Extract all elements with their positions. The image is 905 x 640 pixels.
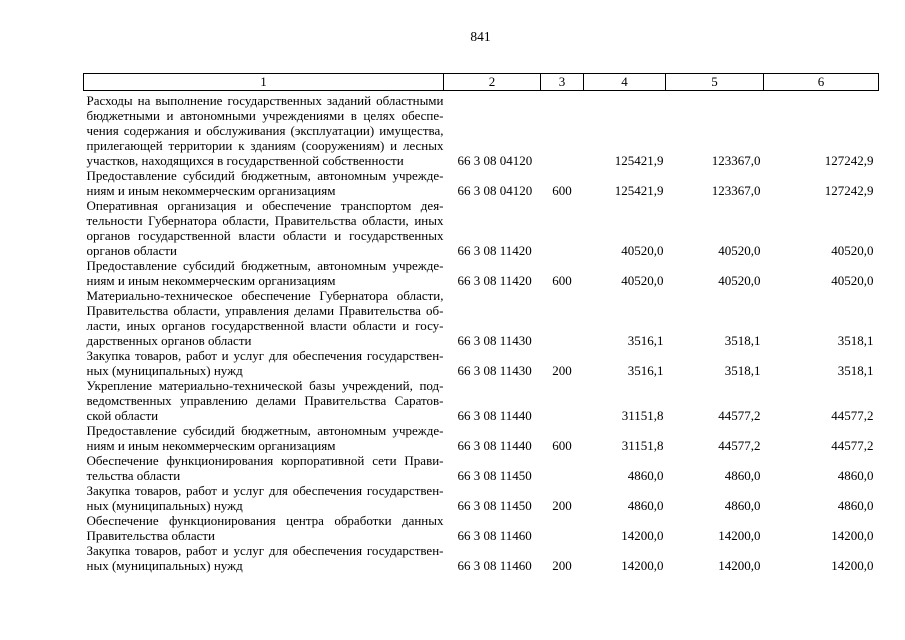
row-code: 66 3 08 11430	[457, 363, 532, 378]
row-title: Материально-техническое обеспечение Губернатора области, Правительства области, управления делами Правительства об- ласти, иных органов государственной власти области и госу- дарственных органов области	[86, 288, 444, 348]
row-amount-1: 125421,9	[614, 183, 664, 198]
row-amount-3: 4860,0	[837, 498, 874, 513]
table-row	[84, 483, 879, 513]
row-code: 66 3 08 04120	[457, 153, 533, 168]
row-expense-type	[541, 513, 584, 543]
row-amount-1: 4860,0	[627, 498, 664, 513]
row-amount-2: 44577,2	[718, 438, 761, 453]
row-amount-2: 4860,0	[724, 468, 761, 483]
row-amount-1: 3516,1	[627, 333, 664, 348]
row-title: Укрепление материально-технической базы учреждений, под- ведомственных управлению делами Правительства Саратов- ской области	[86, 378, 444, 423]
row-code: 66 3 08 11460	[457, 558, 532, 573]
column-number-4: 4	[584, 74, 666, 91]
row-amount-1: 14200,0	[621, 528, 664, 543]
row-amount-3: 40520,0	[831, 273, 874, 288]
row-code: 66 3 08 11420	[457, 273, 532, 288]
row-amount-2: 40520,0	[718, 243, 761, 258]
row-amount-3: 127242,9	[824, 153, 874, 168]
row-code: 66 3 08 11440	[457, 408, 532, 423]
row-title: Предоставление субсидий бюджетным, автономным учрежде- ниям и иным некоммерческим организациям	[86, 258, 444, 288]
row-expense-type	[541, 198, 584, 258]
row-amount-1: 3516,1	[627, 363, 664, 378]
row-title: Закупка товаров, работ и услуг для обеспечения государствен- ных (муниципальных) нужд	[86, 348, 444, 378]
row-code: 66 3 08 11430	[457, 333, 532, 348]
table-row	[84, 513, 879, 543]
table-row	[84, 423, 879, 453]
row-title: Обеспечение функционирования центра обработки данных Правительства области	[86, 513, 444, 543]
row-title: Предоставление субсидий бюджетным, автономным учрежде- ниям и иным некоммерческим организациям	[86, 423, 444, 453]
row-expense-type: 600	[552, 273, 572, 288]
table-row	[84, 453, 879, 483]
column-number-3: 3	[541, 74, 584, 91]
table-row	[84, 543, 879, 573]
row-title: Оперативная организация и обеспечение транспортом дея- тельности Губернатора области, Правительства области, иных органов государственной власти области и государственных органов области	[86, 198, 444, 258]
row-expense-type: 200	[552, 363, 572, 378]
row-code: 66 3 08 11450	[457, 498, 532, 513]
column-number-5: 5	[666, 74, 764, 91]
row-amount-2: 3518,1	[724, 363, 761, 378]
row-title: Закупка товаров, работ и услуг для обеспечения государствен- ных (муниципальных) нужд	[86, 483, 444, 513]
table-header-row	[84, 74, 879, 91]
row-amount-1: 14200,0	[621, 558, 664, 573]
row-expense-type	[541, 91, 584, 169]
row-amount-3: 3518,1	[837, 333, 874, 348]
row-amount-2: 4860,0	[724, 498, 761, 513]
page-number: 841	[470, 29, 491, 44]
row-amount-3: 3518,1	[837, 363, 874, 378]
row-amount-3: 14200,0	[831, 528, 874, 543]
row-amount-2: 123367,0	[711, 153, 761, 168]
row-amount-1: 125421,9	[614, 153, 664, 168]
table-row	[84, 91, 879, 169]
column-number-6: 6	[764, 74, 879, 91]
row-amount-1: 31151,8	[621, 408, 664, 423]
table-row	[84, 378, 879, 423]
row-expense-type	[541, 378, 584, 423]
row-expense-type: 200	[552, 558, 572, 573]
row-code: 66 3 08 04120	[457, 183, 533, 198]
row-amount-3: 4860,0	[837, 468, 874, 483]
table-row	[84, 168, 879, 198]
row-amount-1: 4860,0	[627, 468, 664, 483]
row-expense-type: 600	[552, 438, 572, 453]
row-amount-2: 123367,0	[711, 183, 761, 198]
row-amount-2: 3518,1	[724, 333, 761, 348]
row-amount-3: 40520,0	[831, 243, 874, 258]
row-code: 66 3 08 11460	[457, 528, 532, 543]
row-amount-3: 14200,0	[831, 558, 874, 573]
row-code: 66 3 08 11440	[457, 438, 532, 453]
row-amount-1: 40520,0	[621, 243, 664, 258]
row-amount-2: 14200,0	[718, 558, 761, 573]
column-number-1: 1	[84, 74, 444, 91]
row-title: Предоставление субсидий бюджетным, автономным учрежде- ниям и иным некоммерческим организациям	[86, 168, 444, 198]
row-amount-3: 44577,2	[831, 408, 874, 423]
row-amount-2: 14200,0	[718, 528, 761, 543]
row-amount-1: 40520,0	[621, 273, 664, 288]
row-expense-type: 200	[552, 498, 572, 513]
row-title: Закупка товаров, работ и услуг для обеспечения государствен- ных (муниципальных) нужд	[86, 543, 444, 573]
table-row	[84, 348, 879, 378]
row-title: Расходы на выполнение государственных заданий областными бюджетными и автономными учреждениями в целях обеспе- чения содержания и обслуживания (эксплуатации) имущества, прилегающей территории к зданиям (сооружениям) и лесных участков, находящихся в государственной собственности	[86, 93, 444, 168]
row-title: Обеспечение функционирования корпоративной сети Прави- тельства области	[86, 453, 444, 483]
table-header	[84, 74, 879, 91]
row-amount-3: 44577,2	[831, 438, 874, 453]
budget-table	[83, 73, 879, 573]
column-number-2: 2	[444, 74, 541, 91]
row-expense-type	[541, 453, 584, 483]
table-row	[84, 198, 879, 258]
row-expense-type: 600	[552, 183, 572, 198]
table-row	[84, 288, 879, 348]
row-amount-3: 127242,9	[824, 183, 874, 198]
row-amount-2: 44577,2	[718, 408, 761, 423]
table-body	[84, 91, 879, 574]
row-code: 66 3 08 11420	[457, 243, 532, 258]
row-amount-1: 31151,8	[621, 438, 664, 453]
row-expense-type	[541, 288, 584, 348]
table-row	[84, 258, 879, 288]
row-amount-2: 40520,0	[718, 273, 761, 288]
row-code: 66 3 08 11450	[457, 468, 532, 483]
